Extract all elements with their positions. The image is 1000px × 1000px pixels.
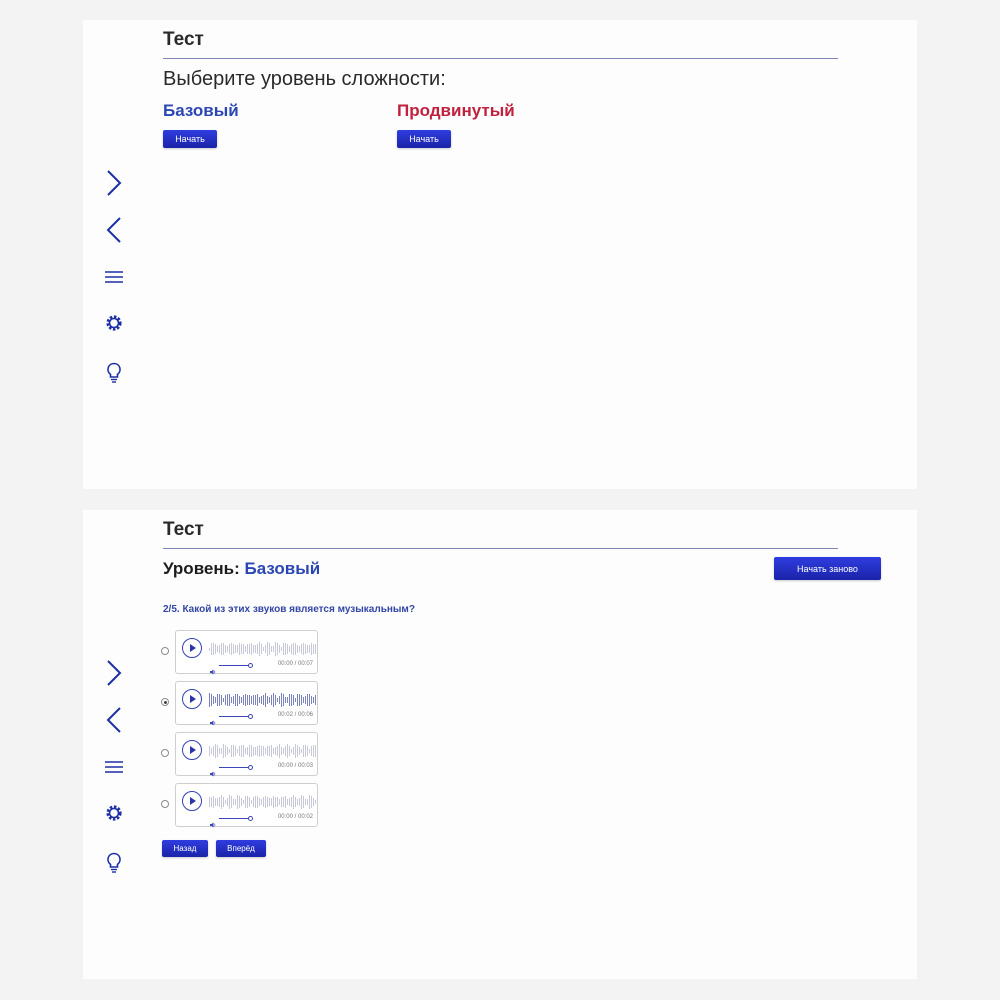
play-icon[interactable] (182, 689, 202, 709)
answer-radio[interactable] (161, 698, 169, 706)
play-icon[interactable] (182, 638, 202, 658)
chevron-left-icon[interactable] (99, 215, 129, 245)
page-title: Тест (163, 29, 204, 50)
time-display: 00:00 / 00:03 (277, 763, 313, 769)
start-advanced-button[interactable]: Начать (397, 130, 451, 148)
volume-icon[interactable] (210, 662, 216, 680)
volume-icon[interactable] (210, 764, 216, 782)
level-basic-heading: Базовый (163, 101, 239, 120)
level-select-panel (83, 20, 917, 489)
difficulty-prompt: Выберите уровень сложности: (163, 68, 446, 90)
level-value: Базовый (244, 559, 321, 578)
page-title: Тест (163, 519, 204, 540)
start-basic-button[interactable]: Начать (163, 130, 217, 148)
volume-icon[interactable] (210, 815, 216, 833)
waveform (209, 692, 316, 708)
volume-icon[interactable] (210, 713, 216, 731)
waveform (209, 743, 316, 759)
title-divider (163, 548, 838, 549)
menu-icon[interactable] (99, 262, 129, 292)
answer-option[interactable] (161, 732, 321, 778)
lightbulb-icon[interactable] (99, 358, 129, 388)
chevron-right-icon[interactable] (99, 168, 129, 198)
back-button[interactable]: Назад (162, 840, 208, 857)
level-indicator (163, 559, 320, 579)
answer-radio[interactable] (161, 647, 169, 655)
play-icon[interactable] (182, 740, 202, 760)
quiz-panel (83, 510, 917, 979)
level-advanced-heading: Продвинутый (397, 101, 515, 120)
volume-slider[interactable] (219, 716, 251, 717)
title-divider (163, 58, 838, 59)
audio-player (175, 783, 318, 827)
play-icon[interactable] (182, 791, 202, 811)
audio-player (175, 732, 318, 776)
answer-option[interactable] (161, 681, 321, 727)
gear-icon[interactable] (99, 798, 129, 828)
audio-player (175, 630, 318, 674)
restart-button[interactable]: Начать заново (774, 557, 881, 580)
chevron-left-icon[interactable] (99, 705, 129, 735)
time-display: 00:00 / 00:07 (277, 661, 313, 667)
lightbulb-icon[interactable] (99, 848, 129, 878)
time-display: 00:02 / 00:06 (277, 712, 313, 718)
answer-option[interactable] (161, 783, 321, 829)
waveform (209, 794, 316, 810)
question-text: 2/5. Какой из этих звуков является музыкальным? (163, 604, 415, 615)
answer-option[interactable] (161, 630, 321, 676)
volume-slider[interactable] (219, 767, 251, 768)
volume-slider[interactable] (219, 665, 251, 666)
chevron-right-icon[interactable] (99, 658, 129, 688)
level-prefix: Уровень: (163, 559, 240, 578)
gear-icon[interactable] (99, 308, 129, 338)
answer-radio[interactable] (161, 749, 169, 757)
volume-slider[interactable] (219, 818, 251, 819)
answer-radio[interactable] (161, 800, 169, 808)
waveform (209, 641, 316, 657)
menu-icon[interactable] (99, 752, 129, 782)
next-button[interactable]: Вперёд (216, 840, 266, 857)
time-display: 00:00 / 00:02 (277, 814, 313, 820)
audio-player (175, 681, 318, 725)
